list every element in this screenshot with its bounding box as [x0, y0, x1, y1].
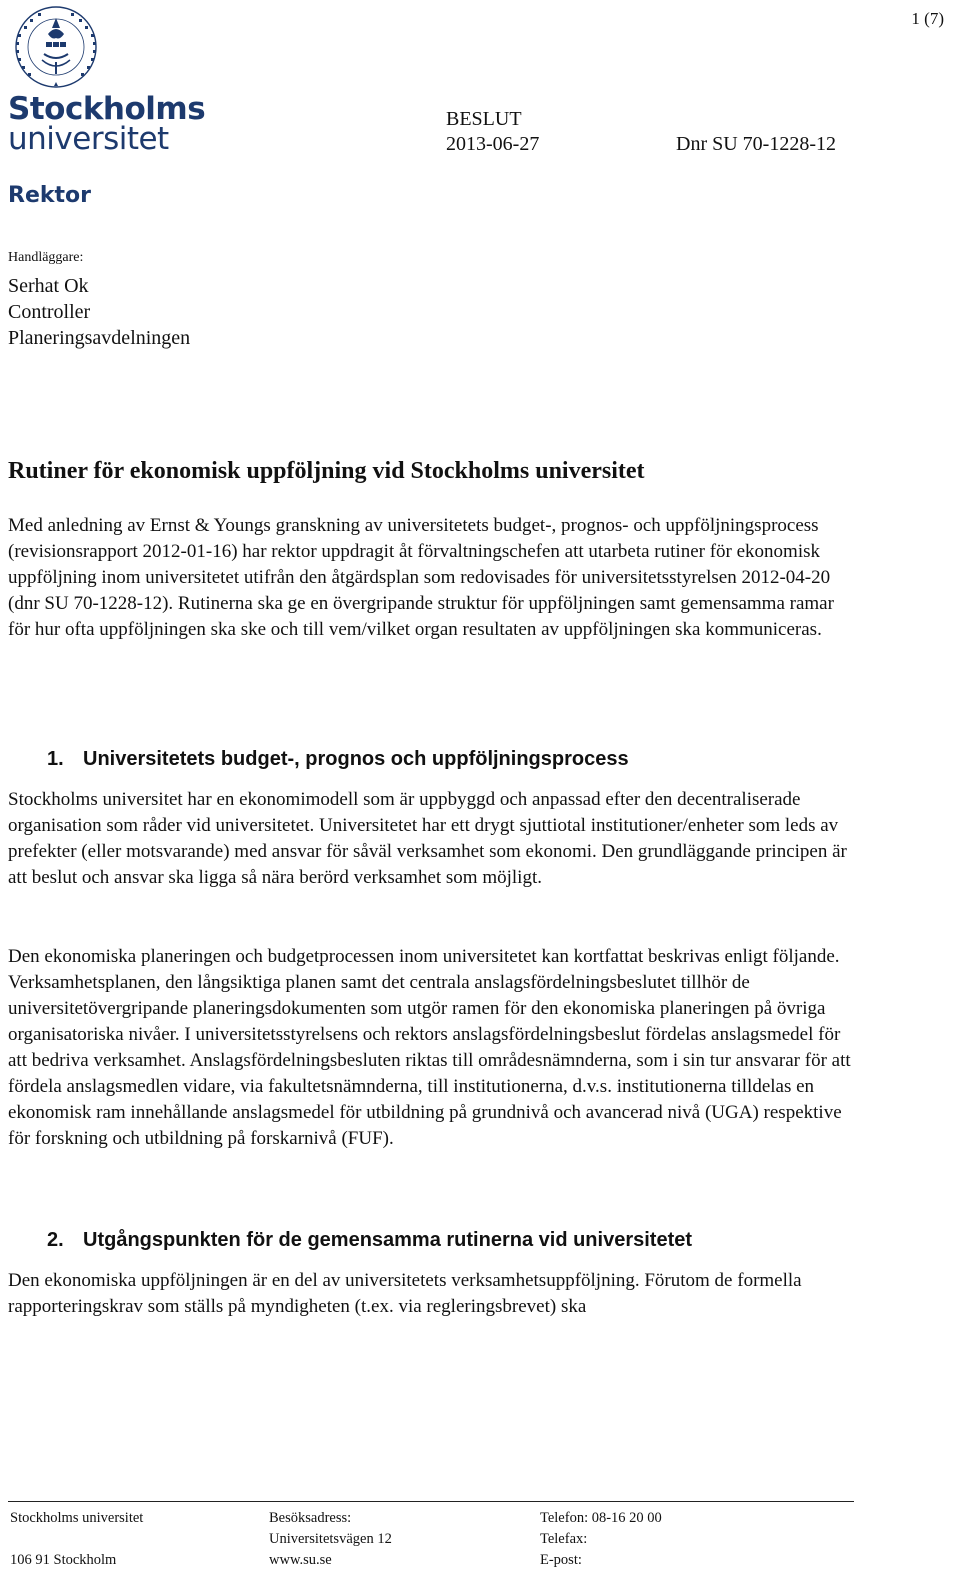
university-logo [8, 4, 206, 157]
decision-dnr: Dnr SU 70-1228-12 [676, 133, 836, 155]
handler-name: Serhat Ok [8, 275, 89, 297]
decision-type: BESLUT [446, 108, 522, 130]
footer-fax: Telefax: [540, 1531, 588, 1547]
handler-block [8, 273, 190, 351]
decision-meta [446, 132, 836, 157]
section-title: Utgångspunkten för de gemensamma rutinerna vid universitetet [83, 1229, 693, 1251]
intro-paragraph: Med anledning av Ernst & Youngs granskning av universitetets budget-, prognos- och uppföljningsprocess (revisionsrapport 2012-01-16) har rektor uppdragit åt förvaltningschefen att utarbeta rutiner för ekonomisk uppföljning inom universitetet utifrån den åtgärdsplan som redovisades för universitetsstyrelsen 2012-04-20 (dnr SU 70-1228-12). Rutinerna ska ge en övergripande struktur för uppföljningen samt gemensamma ramar för hur ofta uppföljningen ska ske och till vem/vilket organ resultaten av uppföljningen ska kommuniceras. [8, 515, 834, 640]
decision-date: 2013-06-27 [446, 133, 540, 155]
handler-role: Controller [8, 301, 91, 323]
section-2-paragraph-1: Den ekonomiska uppföljningen är en del av universitetets verksamhetsuppföljning. Förutom de formella rapporteringskrav som ställs på myndigheten (t.ex. via regleringsbrevet) ska [8, 1270, 802, 1317]
section-1-paragraph-1: Stockholms universitet har en ekonomimodell som är uppbyggd och anpassad efter den decentraliserade organisation som råder vid universitetet. Universitetet har ett drygt sjuttiotal institutioner/enheter som leds av prefekter (eller motsvarande) med ansvar för såväl verksamhet som ekonomi. Den grundläggande principen är att beslut och ansvar ska ligga så nära berörd verksamhet som möjligt. [8, 789, 847, 888]
footer-web: www.su.se [269, 1552, 332, 1568]
footer-visit-column [269, 1508, 392, 1571]
footer-org: Stockholms universitet [10, 1510, 144, 1526]
footer-contact-column [540, 1508, 662, 1571]
page-number: 1 (7) [911, 9, 944, 28]
footer-address-column [10, 1508, 143, 1571]
university-seal-icon [8, 4, 104, 90]
section-heading-2 [47, 1229, 692, 1252]
section-1-paragraph-2: Den ekonomiska planeringen och budgetprocessen inom universitetet kan kortfattat beskrivas enligt följande. Verksamhetsplanen, den långsiktiga planen samt det centrala anslagsfördelningsbeslutet tillhör de universitetövergripande planeringsdokumenten som utgör ramen för den ekonomiska planeringen på övriga organisatoriska nivåer. I universitetsstyrelsens och rektors anslagsfördelningsbeslut fördelas anslagsmedel för att bedriva verksamhet. Anslagsfördelningsbesluten riktas till områdesnämnderna, som i sin tur ansvarar för att fördela anslagsmedlen vidare, via fakultetsnämnderna, till institutionerna, d.v.s. institutionerna tilldelas en ekonomisk ram innehållande anslagsmedel för utbildning på grundnivå och avancerad nivå (UGA) respektive för forskning och utbildning på forskarnivå (FUF). [8, 946, 851, 1149]
footer-phone: Telefon: 08-16 20 00 [540, 1510, 662, 1526]
footer-postal: 106 91 Stockholm [10, 1552, 117, 1568]
handler-label: Handläggare: [8, 250, 84, 265]
section-title: Universitetets budget-, prognos och uppföljningsprocess [83, 748, 629, 770]
department-label: Rektor [8, 183, 91, 208]
section-number: 2. [47, 1229, 64, 1251]
footer-email: E-post: [540, 1552, 582, 1568]
handler-unit: Planeringsavdelningen [8, 327, 191, 349]
logo-name-line2: universitet [8, 121, 169, 157]
section-number: 1. [47, 748, 64, 770]
footer-visit-label: Besöksadress: [269, 1510, 352, 1526]
footer-divider [8, 1501, 854, 1502]
decision-header [446, 107, 836, 157]
footer-visit-address: Universitetsvägen 12 [269, 1531, 392, 1547]
logo-name-line1: Stockholms [8, 91, 206, 127]
section-heading-1 [47, 748, 629, 771]
document-title: Rutiner för ekonomisk uppföljning vid Stockholms universitet [8, 458, 645, 484]
